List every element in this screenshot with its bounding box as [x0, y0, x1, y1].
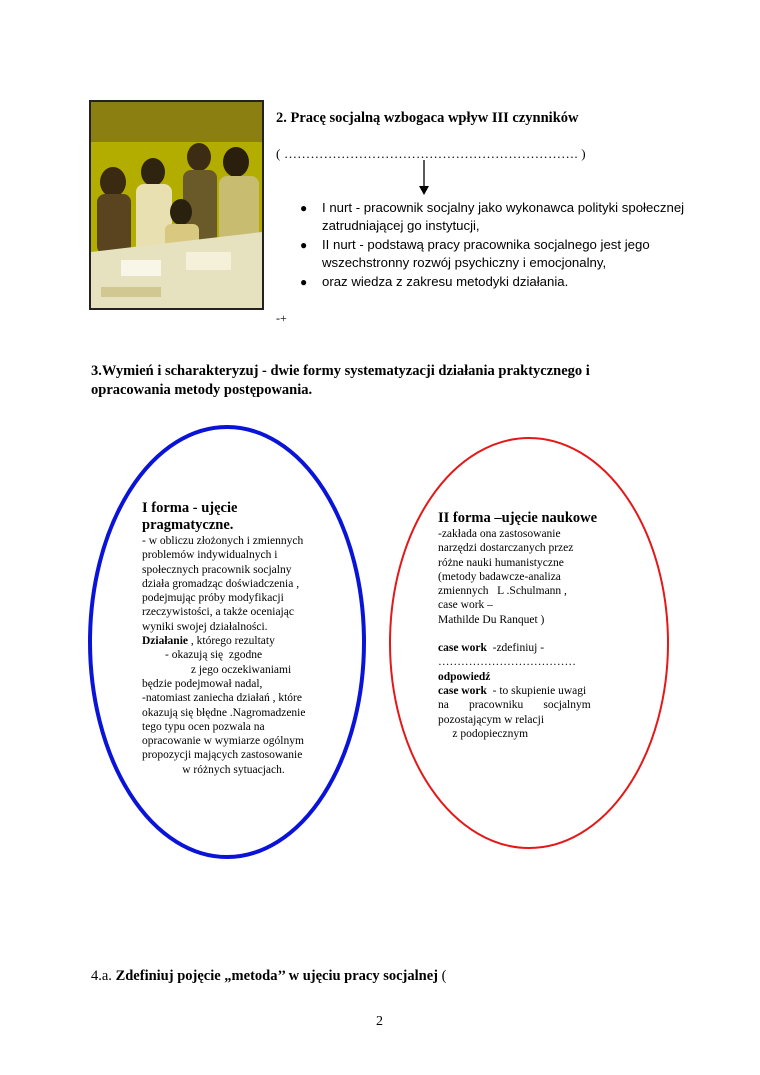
forma1-line: - okazują się zgodne — [142, 649, 263, 662]
forma1-line: opracowanie w wymiarze ogólnym — [142, 735, 304, 748]
forma2-casework-line: case work -zdefiniuj - — [438, 642, 545, 655]
forma2-line: z podopiecznym — [438, 727, 529, 740]
forma2-dots: ……………………………… — [438, 656, 576, 669]
page-number: 2 — [376, 1014, 383, 1029]
forma1-line: propozycji mających zastosowanie — [142, 749, 303, 762]
section3-heading: 3.Wymień i scharakteryzuj - dwie formy systematyzacji działania praktycznego i opracowania metody postępowania. — [91, 363, 590, 398]
forma1-title-line1: I forma - ujęcie — [142, 500, 238, 516]
forma1-line: podejmując próby modyfikacji — [142, 592, 284, 605]
forma1-line: -natomiast zaniecha działań , które — [142, 692, 302, 705]
forma1-title-line2: pragmatyczne. — [142, 517, 234, 533]
forma1-line: - w obliczu złożonych i zmiennych — [142, 535, 304, 547]
forma1-line: działa gromadząc doświadczenia , — [142, 577, 300, 590]
forma1-line: wyniki swojej działalności. — [142, 620, 268, 633]
forma2-line: -zakłada ona zastosowanie — [438, 528, 561, 540]
forma2-line: pozostającym w relacji — [438, 713, 545, 726]
list-item: ● II nurt - podstawą pracy pracownika socjalnego jest jego wszechstronny rozwój psychiczny i emocjonalny, — [300, 237, 650, 270]
forma1-line: w różnych sytuacjach. — [142, 763, 285, 776]
forma1-dzialanie-line: Działanie , którego rezultaty — [142, 635, 275, 648]
forma2-line: różne nauki humanistyczne — [438, 556, 564, 569]
section2-heading: 2. Pracę socjalną wzbogaca wpływ III czynników — [276, 110, 579, 126]
forma1-line: tego typu ocen pozwala na — [142, 720, 265, 733]
forma2-spacer — [438, 627, 618, 641]
forma1-line: z jego oczekiwaniami — [142, 663, 292, 676]
forma2-title: II forma –ujęcie naukowe — [438, 510, 598, 526]
forma1-line: rzeczywistości, a także oceniając — [142, 606, 294, 619]
forma2-casework2-line: case work - to skupienie uwagi — [438, 684, 587, 697]
bullet-icon: ● — [300, 275, 308, 289]
forma2-line: case work – — [438, 599, 493, 612]
forma1-text — [142, 500, 342, 777]
forma2-line: zmiennych L .Schulmann , — [438, 585, 567, 598]
forma1-line: problemów indywidualnych i — [142, 549, 278, 562]
stray-mark: -+ — [276, 311, 287, 325]
section4-heading: 4.a. Zdefiniuj pojęcie „metoda’’ w ujęciu pracy socjalnej ( — [91, 968, 447, 984]
forma1-line: będzie podejmował nadal, — [142, 677, 263, 690]
bullet-icon: ● — [300, 201, 308, 215]
forma2-odpowiedz: odpowiedź — [438, 670, 491, 683]
forma2-line: (metody badawcze-analiza — [438, 570, 561, 583]
section2-dots-line: ( …………………………………………………………. ) — [276, 146, 586, 161]
bullet-icon: ● — [300, 238, 308, 252]
forma2-line: narzędzi dostarczanych przez — [438, 542, 574, 555]
forma1-line: okazują się błędne .Nagromadzenie — [142, 706, 306, 719]
forma2-line: Mathilde Du Ranquet ) — [438, 613, 545, 626]
list-item: ● I nurt - pracownik socjalny jako wykonawca polityki społecznej zatrudniającej go instytucji, — [300, 200, 685, 233]
list-item: ● oraz wiedza z zakresu metodyki działania. — [300, 274, 569, 289]
forma2-line: na pracowniku socjalnym — [438, 699, 591, 712]
forma2-text — [438, 510, 618, 741]
forma1-line: społecznych pracownik socjalny — [142, 563, 292, 576]
